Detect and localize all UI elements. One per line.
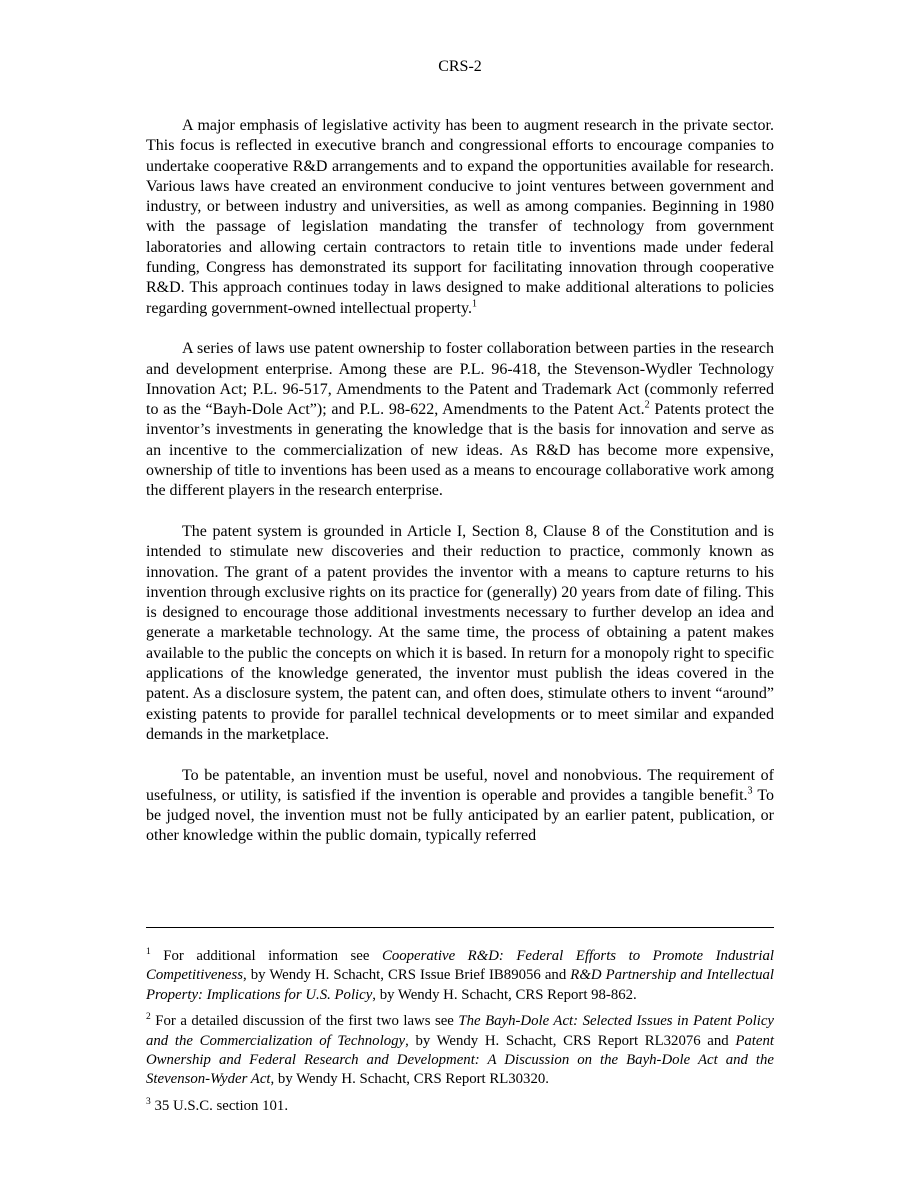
paragraph-1-text: A major emphasis of legislative activity has been to augment research in the private sector. This focus is reflected in executive branch and congressional efforts to encourage companies to undertake cooperative R&D arrangements and to expand the opportunities available for research. Various laws have created an environment conducive to joint ventures between government and industry, or between industry and universities, as well as among companies. Beginning in 1980 with the passage of legislation mandating the transfer of technology from government laboratories and allowing certain contractors to retain title to inventions made under federal funding, Congress has demonstrated its support for facilitating innovation through cooperative R&D. This approach continues today in laws designed to make additional alterations to policies regarding government-owned intellectual property.	[146, 117, 774, 317]
footnotes	[146, 947, 774, 1123]
footnote-1	[146, 947, 774, 1005]
paragraph-2-text-a: A series of laws use patent ownership to foster collaboration between parties in the research and development enterprise. Among these are P.L. 96-418, the Stevenson-Wydler Technology Innovation Act; P.L. 96-517, Amendments to the Patent and Trademark Act (commonly referred to as the “Bayh-Dole Act”); and P.L. 98-622, Amendments to the Patent Act.	[146, 340, 774, 419]
paragraph-3	[146, 522, 774, 745]
paragraph-4	[146, 766, 774, 847]
paragraph-1	[146, 116, 774, 319]
footnote-2	[146, 1012, 774, 1090]
footnote-2-tail: , by Wendy H. Schacht, CRS Report RL30320.	[270, 1071, 549, 1088]
footnote-ref-1[interactable]: 1	[471, 298, 477, 310]
body-text	[146, 116, 774, 847]
page-label: CRS-2	[438, 58, 482, 75]
paragraph-3-text: The patent system is grounded in Article I, Section 8, Clause 8 of the Constitution and is intended to stimulate new discoveries and their reduction to practice, commonly known as innovation. The grant of a patent provides the inventor with a means to capture returns to his invention through exclusive rights on its practice for (generally) 20 years from date of filing. This is designed to encourage those additional investments necessary to further develop an idea and generate a marketable technology. At the same time, the process of obtaining a patent makes available to the public the concepts on which it is based. In return for a monopoly right to specific applications of the knowledge generated, the inventor must publish the ideas covered in the patent. As a disclosure system, the patent can, and often does, stimulate others to invent “around” existing patents to provide for parallel technical developments or to meet similar and expanded demands in the marketplace.	[146, 522, 774, 743]
page-header	[0, 57, 920, 77]
footnote-3-number: 3	[146, 1096, 151, 1107]
footnote-1-tail: , by Wendy H. Schacht, CRS Report 98-862.	[372, 986, 637, 1003]
paragraph-2	[146, 339, 774, 501]
footnote-2-title-a: The Bayh-Dole Act: Selected Issues in Patent Policy and the Commercialization of Technology	[146, 1013, 774, 1049]
footnote-1-title-b: R&D Partnership and Intellectual Property: Implications for U.S. Policy	[146, 967, 775, 1003]
footnote-2-mid: , by Wendy H. Schacht, CRS Report RL32076 and	[405, 1032, 736, 1049]
paragraph-4-text-b: To be judged novel, the invention must not be fully anticipated by an earlier patent, publication, or other knowledge within the public domain, typically referred	[146, 786, 774, 845]
footnote-2-lead: For a detailed discussion of the first two laws see	[150, 1013, 459, 1030]
footnote-1-lead: For additional information see	[150, 948, 382, 964]
footnote-3-text: 35 U.S.C. section 101.	[150, 1097, 289, 1114]
footnote-ref-2[interactable]: 2	[644, 399, 650, 411]
footnote-3	[146, 1097, 774, 1116]
footnote-1-mid: , by Wendy H. Schacht, CRS Issue Brief IB89056 and	[242, 967, 571, 984]
footnote-ref-3[interactable]: 3	[747, 785, 753, 797]
footnote-1-title-a: Cooperative R&D: Federal Efforts to Promote Industrial Competitiveness	[146, 948, 775, 984]
footnote-2-number: 2	[146, 1012, 151, 1023]
paragraph-4-text-a: To be patentable, an invention must be useful, novel and nonobvious. The requirement of usefulness, or utility, is satisfied if the invention is operable and provides a tangible benefit.	[146, 766, 774, 804]
footnote-1-number: 1	[146, 947, 151, 958]
footnote-divider	[146, 927, 774, 928]
paragraph-2-text-b: Patents protect the inventor’s investments in generating the knowledge that is the basis for innovation and serve as an incentive to the commercialization of new ideas. As R&D has become more expensive, ownership of title to inventions has been used as a means to encourage collaborative work among the different players in the research enterprise.	[146, 401, 775, 500]
footnote-2-title-b: Patent Ownership and Federal Research and Development: A Discussion on the Bayh-Dole Act and the Stevenson-Wyder Act	[146, 1032, 774, 1088]
